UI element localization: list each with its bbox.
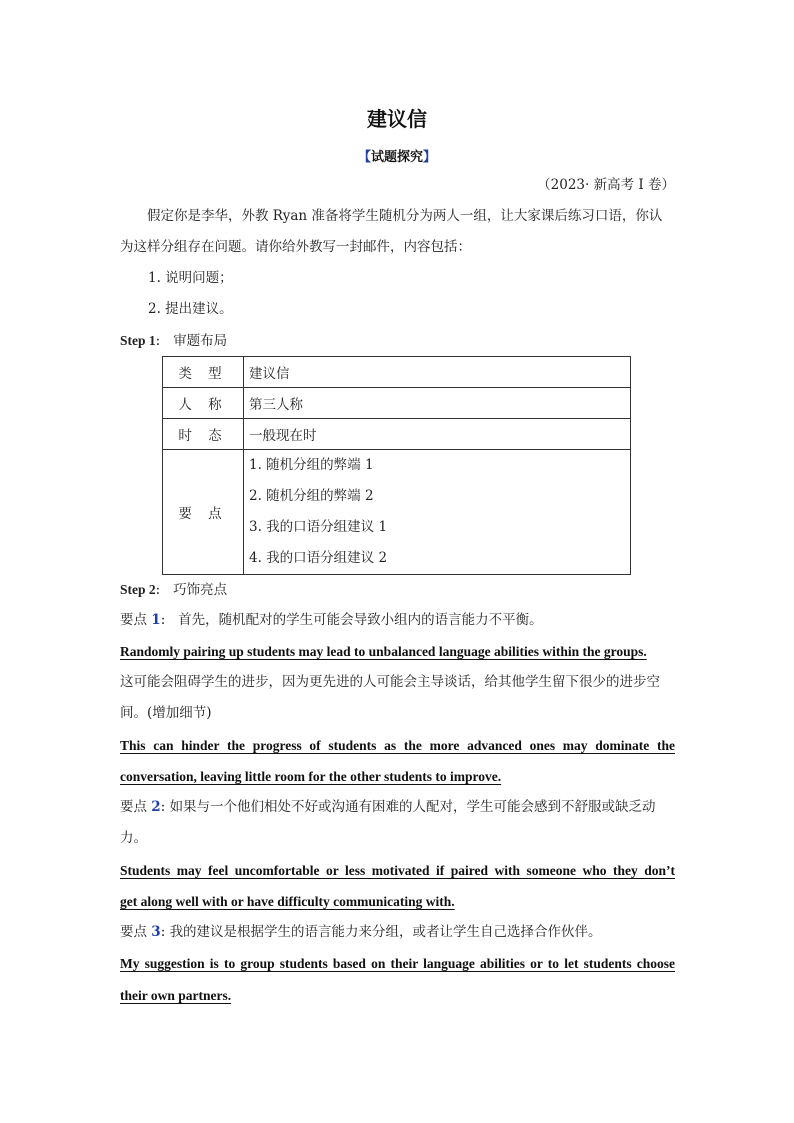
prompt-line-1: 假定你是李华，外教 Ryan 准备将学生随机分为两人一组，让大家课后练习口语，你认: [147, 208, 663, 224]
point3-en-line2: [120, 980, 675, 1012]
point1-label: 要点: [120, 612, 152, 628]
table-value-type: 建议信: [244, 357, 631, 388]
page-title: 建议信: [367, 107, 427, 131]
point2-cn-text: 如果与一个他们相处不好或沟通有困难的人配对，学生可能会感到不舒服或缺乏动: [169, 799, 656, 815]
step1-sep: :: [155, 333, 161, 349]
section-heading: [0, 146, 794, 165]
point2-label: 要点: [120, 799, 152, 815]
point1-cn2-line2: 间。(增加细节): [120, 705, 212, 721]
analysis-table: [162, 356, 631, 575]
point1-en-text: Randomly pairing up students may lead to unbalanced language abilities within the groups.: [120, 644, 647, 659]
point2-cn-line2: 力。: [120, 830, 147, 846]
point1-cn2-line1: 这可能会阻碍学生的进步，因为更先进的人可能会主导谈话，给其他学生留下很少的进步空: [120, 674, 660, 690]
prompt-item-1: 1. 说明问题；: [148, 270, 233, 286]
point2-sep: :: [160, 799, 166, 815]
point3-num: 3: [151, 924, 161, 940]
step2-label: Step 2: [120, 582, 156, 597]
point2-en-line1-text: Students may feel uncomfortable or less motivated if paired with someone who they don’t: [120, 863, 675, 878]
table-row: [163, 388, 631, 419]
point3-sep: :: [160, 924, 166, 940]
point1-en2-line1-text: This can hinder the progress of students as the more advanced ones may dominate the: [120, 738, 675, 753]
section-heading-text: 试题探究: [370, 150, 423, 165]
step2-sep: :: [155, 582, 161, 598]
point2-cn-line1: [120, 792, 675, 823]
step1-heading: [120, 325, 675, 357]
point2-en-line2: [120, 886, 675, 918]
point3-en-line1: [120, 948, 675, 980]
prompt-item-2: 2. 提出建议。: [148, 301, 233, 317]
step1-label: Step 1: [120, 333, 156, 348]
point2-en-line2-text: get along well with or have difficulty communicating with.: [120, 894, 455, 909]
table-point-3: 3. 我的口语分组建议 1: [249, 519, 388, 535]
point1-en2-line1: [120, 730, 675, 762]
table-header-tense: 时 态: [163, 419, 244, 450]
table-header-person: 人 称: [163, 388, 244, 419]
point3-en-line2-text: their own partners.: [120, 988, 232, 1003]
point3-cn: [120, 917, 675, 948]
table-header-type: 类 型: [163, 357, 244, 388]
table-point-4: 4. 我的口语分组建议 2: [249, 550, 388, 566]
step2-heading: [120, 574, 675, 606]
point3-en-line1-text: My suggestion is to group students based on their language abilities or to let students choose: [120, 956, 675, 971]
table-points-cell: [244, 450, 631, 575]
point2-en-line1: [120, 855, 675, 887]
table-value-person: 第三人称: [244, 388, 631, 419]
point1-en2-line2: [120, 761, 675, 793]
table-point-1: 1. 随机分组的弊端 1: [249, 457, 374, 473]
point1-cn-text: 首先，随机配对的学生可能会导致小组内的语言能力不平衡。: [178, 612, 543, 628]
point3-cn-text: 我的建议是根据学生的语言能力来分组，或者让学生自己选择合作伙伴。: [169, 924, 602, 940]
source-note: （2023· 新高考 I 卷）: [537, 177, 675, 193]
bracket-open: 【: [357, 150, 371, 165]
point3-label: 要点: [120, 924, 152, 940]
step1-text: 审题布局: [173, 333, 228, 349]
step2-text: 巧饰亮点: [173, 582, 228, 598]
table-header-points: 要 点: [163, 450, 244, 575]
point1-num: 1: [151, 612, 161, 628]
table-point-2: 2. 随机分组的弊端 2: [249, 488, 374, 504]
prompt-line-2: 为这样分组存在问题。请你给外教写一封邮件，内容包括：: [120, 239, 471, 255]
point1-sep: :: [160, 612, 166, 628]
table-row: [163, 357, 631, 388]
point1-en2-line2-text: conversation, leaving little room for the other students to improve.: [120, 769, 502, 784]
table-row: [163, 450, 631, 575]
point1-en: [120, 636, 675, 668]
table-value-tense: 一般现在时: [244, 419, 631, 450]
point2-num: 2: [151, 799, 161, 815]
bracket-close: 】: [423, 150, 437, 165]
point1-cn: [120, 605, 675, 636]
table-row: [163, 419, 631, 450]
